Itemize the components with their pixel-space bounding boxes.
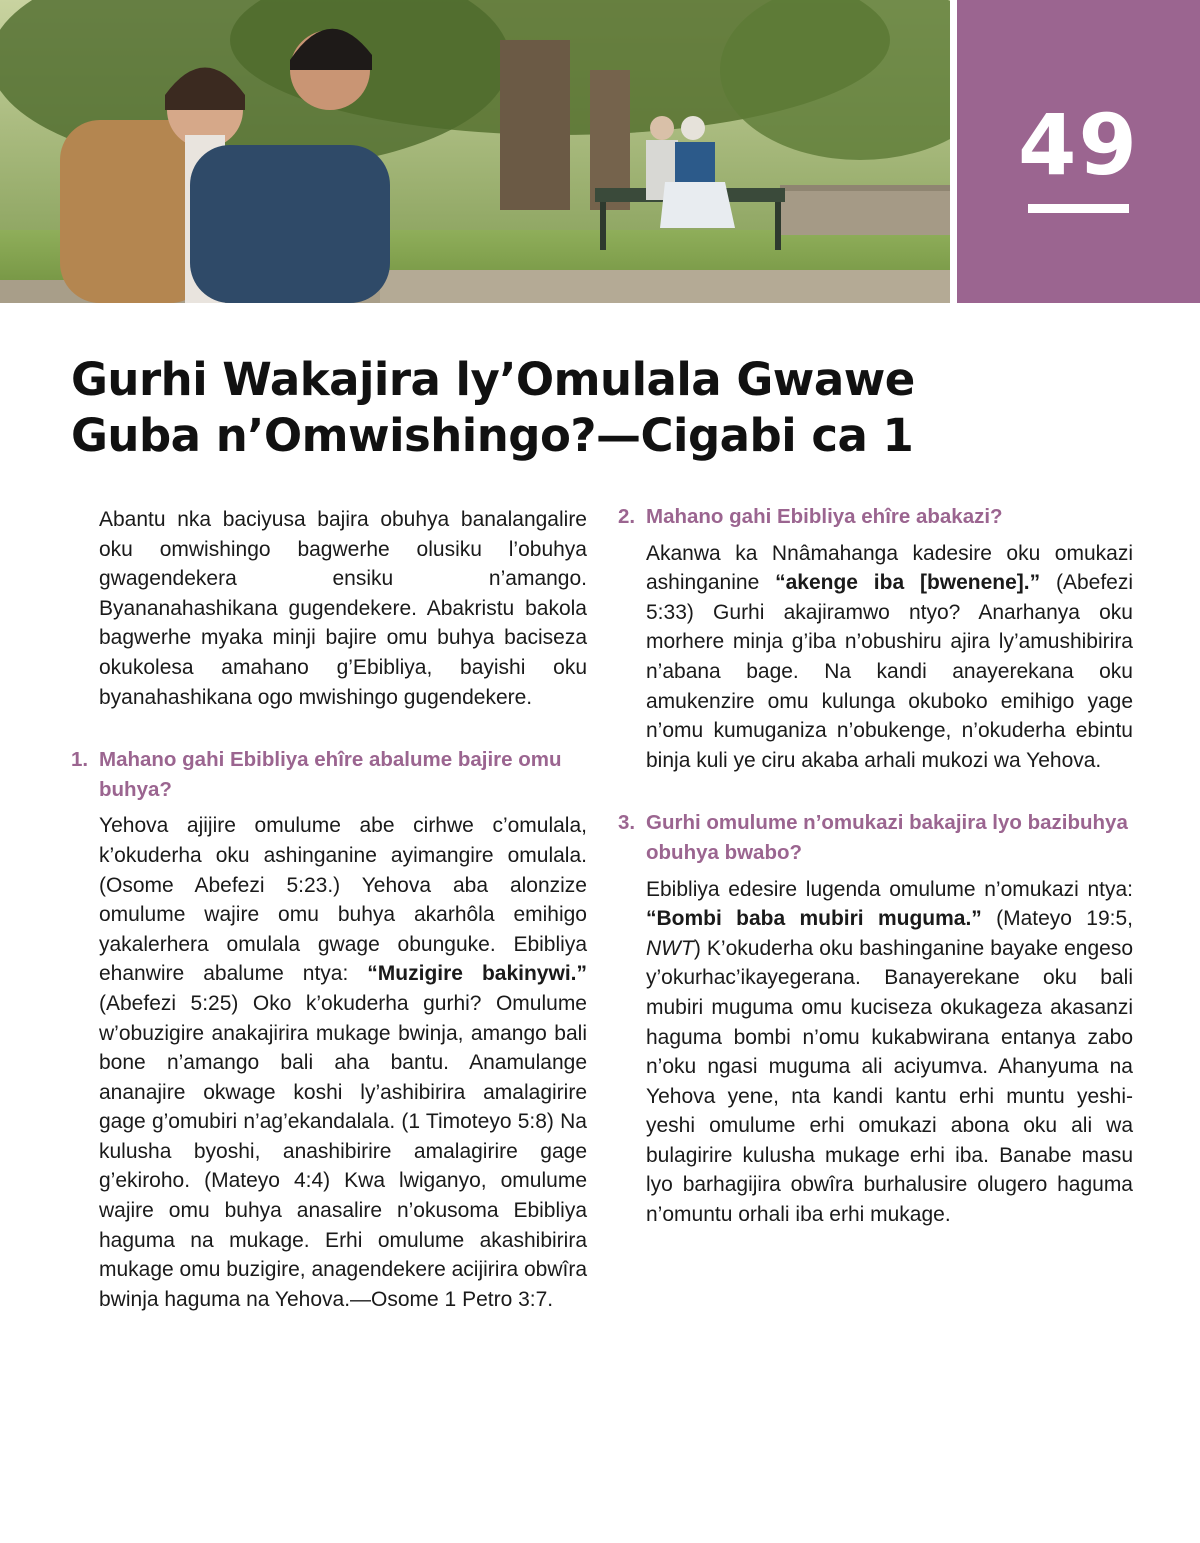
question-3 — [618, 808, 1133, 867]
chapter-number-box — [957, 0, 1200, 303]
question-3-text: Gurhi omulume n’omukazi bakajira lyo bazibuhya obuhya bwabo? — [646, 811, 1128, 864]
answer-3-text-b: (Mateyo 19:5, — [981, 907, 1134, 931]
question-1 — [71, 745, 587, 804]
answer-3-version: NWT — [646, 936, 694, 960]
answer-3-text-c: ) K’okuderha oku bashinganine bayake engeso y’okurhac’ikayegerana. Banayerekane oku bali mubiri muguma omu kuciseza okukageza akasanzi haguma bombi n’omu kukabwirana entanya zabo n’oku ngasi muguma ali aciyumva. Ahanyuma na Yehova yene, nta kandi kantu erhi muntu yeshi-yeshi omulume erhi omukazi abona oku ali wa bulagirire kulusha mukage erhi iba. Banabe masu lyo barhagijira obwîra burhalusire olugero haguma n’omuntu orhali iba erhi mukage. — [646, 936, 1133, 1227]
page-title — [71, 352, 1071, 464]
title-line-2: Guba n’Omwishingo?—Cigabi ca 1 — [71, 409, 914, 462]
answer-1 — [71, 811, 587, 1314]
park-couples-illustration — [0, 0, 950, 303]
answer-1-quote: “Muzigire bakinywi.” — [367, 962, 587, 986]
question-2-text: Mahano gahi Ebibliya ehîre abakazi? — [646, 505, 1003, 528]
question-1-number: 1. — [71, 748, 89, 772]
question-3-number: 3. — [618, 811, 636, 835]
hero-photo — [0, 0, 950, 303]
left-column — [71, 503, 587, 1314]
answer-1-text-a: Yehova ajijire omulume abe cirhwe c’omulala, k’okuderha oku ashinganine ayimangire omulala. (Osome Abefezi 5:23.) Yehova aba alonzize omulume wajire omu buhya akarhôla emihigo yakalerhera omulala gwage obunguke. Ebibliya ehanwire abalume ntya: — [99, 814, 587, 986]
chapter-underline — [1028, 204, 1129, 213]
title-line-1: Gurhi Wakajira ly’Omulala Gwawe — [71, 353, 915, 406]
answer-2-text-a: Akanwa ka Nnâmahanga kadesire oku omukazi ashinganine — [646, 541, 1133, 595]
chapter-number: 49 — [1018, 96, 1139, 194]
answer-2-text-b: (Abefezi 5:33) Gurhi akajiramwo ntyo? Anarhanya oku morhere minja g’iba n’obushiru ajira ly’amushibirira n’abana bage. Na kandi anayerekana oku amukenzire omu kulunga okuboko emihigo yage n’omu kumuganiza n’obukenge, n’okuderha ebintu binja kuli ye ciru akaba arhali mukozi wa Yehova. — [646, 571, 1134, 772]
answer-3-text-a: Ebibliya edesire lugenda omulume n’omukazi ntya: — [646, 877, 1133, 901]
question-1-text: Mahano gahi Ebibliya ehîre abalume bajire omu buhya? — [99, 748, 562, 801]
answer-1-text-b: (Abefezi 5:25) Oko k’okuderha gurhi? Omulume w’obuzigire anakajirira mukage bwinja, amango bali bone n’amango bali aha bantu. Anamulange ananajire okwage koshi ly’ashibirira amalagirire gage g’omubiri n’ag’ekandalala. (1 Timoteyo 5:8) Na kulusha byoshi, anashibirire amalagirire gage g’ekiroho. (Mateyo 4:4) Kwa lwiganyo, omulume wajire omu buhya anasalire n’okusoma Ebibliya haguma na mukage. Erhi omulume akashibirira mukage omu buzigire, anagendekere acijirira obwîra bwinja haguma na Yehova.—Osome 1 Petro 3:7. — [99, 991, 587, 1311]
answer-2-quote: “akenge iba [bwenene].” — [775, 571, 1041, 595]
answer-2 — [618, 539, 1133, 776]
right-column — [618, 503, 1133, 1230]
question-2 — [618, 502, 1133, 532]
answer-3-quote: “Bombi baba mubiri muguma.” — [646, 907, 982, 931]
question-2-number: 2. — [618, 505, 636, 528]
answer-3 — [618, 875, 1133, 1230]
intro-paragraph: Abantu nka baciyusa bajira obuhya banalangalire oku omwishingo bagwerhe olusiku l’obuhya gwagendekera ensiku n’amango. Byananahashikana gugendekere. Abakristu bakola bagwerhe myaka minji bajire omu buhya baciseza okukolesa amahano g’Ebibliya, bayishi oku byanahashikana ogo mwishingo gugendekere. — [99, 508, 587, 709]
